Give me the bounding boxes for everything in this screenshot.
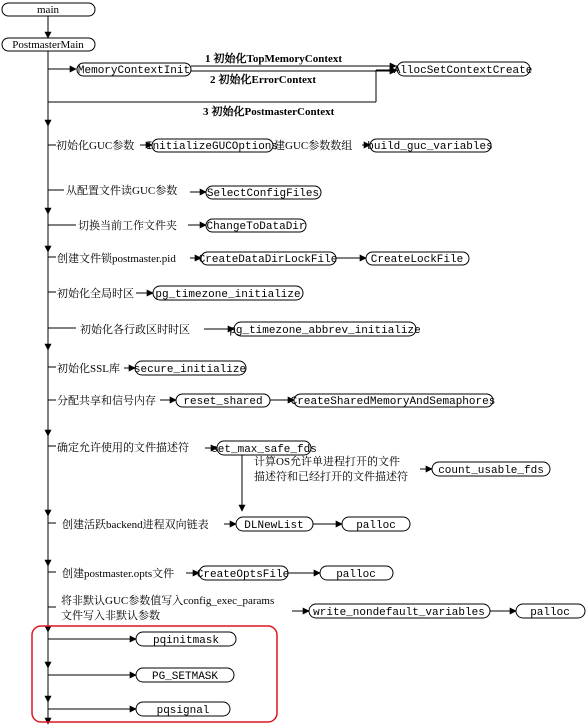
initialize-guc-options-box bbox=[146, 139, 278, 153]
pg-timezone-initialize-box bbox=[153, 286, 303, 301]
svg-text:pg_timezone_abbrev_initialize: pg_timezone_abbrev_initialize bbox=[229, 325, 421, 337]
build-guc-array-label: 建GUC参数数组 bbox=[274, 140, 353, 152]
main-box bbox=[2, 3, 95, 16]
switch-workdir-label: 切换当前工作文件夹 bbox=[78, 220, 177, 232]
svg-text:ChangeToDataDir: ChangeToDataDir bbox=[206, 221, 306, 233]
write-nondefault-variables-box bbox=[309, 604, 490, 619]
svg-text:SelectConfigFiles: SelectConfigFiles bbox=[206, 188, 320, 200]
svg-text:palloc: palloc bbox=[530, 607, 570, 619]
init-tz-abbrev-label: 初始化各行政区时时区 bbox=[80, 324, 190, 336]
calc-fds-line2: 描述符和已经打开的文件描述符 bbox=[254, 471, 408, 483]
svg-text:palloc: palloc bbox=[336, 569, 376, 581]
dl-new-list-box bbox=[236, 517, 313, 532]
determine-fds-label: 确定允许使用的文件描述符 bbox=[57, 442, 189, 454]
svg-text:count_usable_fds: count_usable_fds bbox=[438, 465, 544, 477]
svg-text:CreateOptsFile: CreateOptsFile bbox=[196, 569, 290, 581]
pqinitmask-box bbox=[136, 632, 236, 647]
svg-text:reset_shared: reset_shared bbox=[183, 396, 263, 408]
pqsignal-box bbox=[136, 702, 230, 717]
create-backend-list-label: 创建活跃backend进程双向链表 bbox=[62, 519, 209, 531]
create-lock-file-box bbox=[366, 252, 469, 266]
reset-shared-box bbox=[176, 394, 270, 408]
init-timezone-label: 初始化全局时区 bbox=[57, 288, 134, 300]
step2-label: 2 初始化ErrorContext bbox=[210, 74, 317, 86]
alloc-shared-label: 分配共享和信号内存 bbox=[57, 395, 156, 407]
create-shared-memory-box bbox=[291, 394, 496, 408]
create-opts-file-box bbox=[197, 566, 289, 581]
pg-timezone-abbrev-initialize-box bbox=[229, 322, 420, 337]
set-max-safe-fds-box bbox=[211, 441, 317, 456]
step3-label: 3 初始化PostmasterContext bbox=[203, 106, 335, 118]
step1-label: 1 初始化TopMemoryContext bbox=[205, 53, 343, 65]
svg-text:AllocSetContextCreate: AllocSetContextCreate bbox=[393, 65, 533, 77]
svg-text:MemoryContextInit: MemoryContextInit bbox=[77, 65, 191, 77]
svg-text:pqinitmask: pqinitmask bbox=[152, 635, 220, 647]
create-lock-label: 创建文件锁postmaster.pid bbox=[57, 253, 176, 265]
svg-text:pg_timezone_initialize: pg_timezone_initialize bbox=[155, 289, 301, 301]
svg-text:write_nondefault_variables: write_nondefault_variables bbox=[313, 607, 485, 619]
secure-initialize-box bbox=[134, 361, 246, 376]
count-usable-fds-box bbox=[432, 462, 550, 477]
build-guc-variables-box bbox=[367, 139, 492, 153]
write-nondefault-line1: 将非默认GUC参数值写入config_exec_params bbox=[61, 595, 275, 607]
create-data-dir-lock-file-box bbox=[199, 252, 338, 266]
palloc-box-2 bbox=[320, 566, 393, 581]
memory-context-init-box bbox=[77, 63, 191, 77]
palloc-box-3 bbox=[516, 604, 585, 619]
select-config-files-box bbox=[206, 186, 321, 200]
svg-text:palloc: palloc bbox=[356, 520, 396, 532]
svg-text:PostmasterMain: PostmasterMain bbox=[12, 39, 84, 51]
calc-fds-line1: 计算OS允许单进程打开的文件 bbox=[254, 456, 401, 468]
change-to-data-dir-box bbox=[206, 219, 306, 233]
svg-text:DLNewList: DLNewList bbox=[244, 520, 304, 532]
postmaster-main-box bbox=[2, 38, 95, 51]
init-ssl-label: 初始化SSL库 bbox=[57, 363, 120, 375]
read-guc-config-label: 从配置文件读GUC参数 bbox=[66, 185, 178, 197]
create-opts-label: 创建postmaster.opts文件 bbox=[62, 568, 175, 580]
svg-text:CreateLockFile: CreateLockFile bbox=[370, 254, 464, 266]
svg-text:main: main bbox=[37, 4, 59, 16]
alloc-set-context-create-box bbox=[394, 62, 533, 77]
palloc-box-1 bbox=[342, 517, 410, 532]
svg-text:pqsignal: pqsignal bbox=[156, 705, 210, 717]
svg-text:build_guc_variables: build_guc_variables bbox=[367, 141, 493, 153]
svg-text:PG_SETMASK: PG_SETMASK bbox=[151, 671, 219, 683]
write-nondefault-line2: 文件写入非默认参数 bbox=[61, 610, 160, 622]
svg-text:CreateSharedMemoryAndSemaphore: CreateSharedMemoryAndSemaphores bbox=[290, 396, 496, 408]
svg-text:set_max_safe_fds: set_max_safe_fds bbox=[211, 444, 317, 456]
svg-text:secure_initialize: secure_initialize bbox=[133, 364, 247, 376]
pg-setmask-box bbox=[136, 668, 234, 683]
svg-text:InitializeGUCOptions: InitializeGUCOptions bbox=[145, 141, 279, 153]
svg-text:CreateDataDirLockFile: CreateDataDirLockFile bbox=[198, 254, 338, 266]
init-guc-label: 初始化GUC参数 bbox=[56, 140, 135, 152]
